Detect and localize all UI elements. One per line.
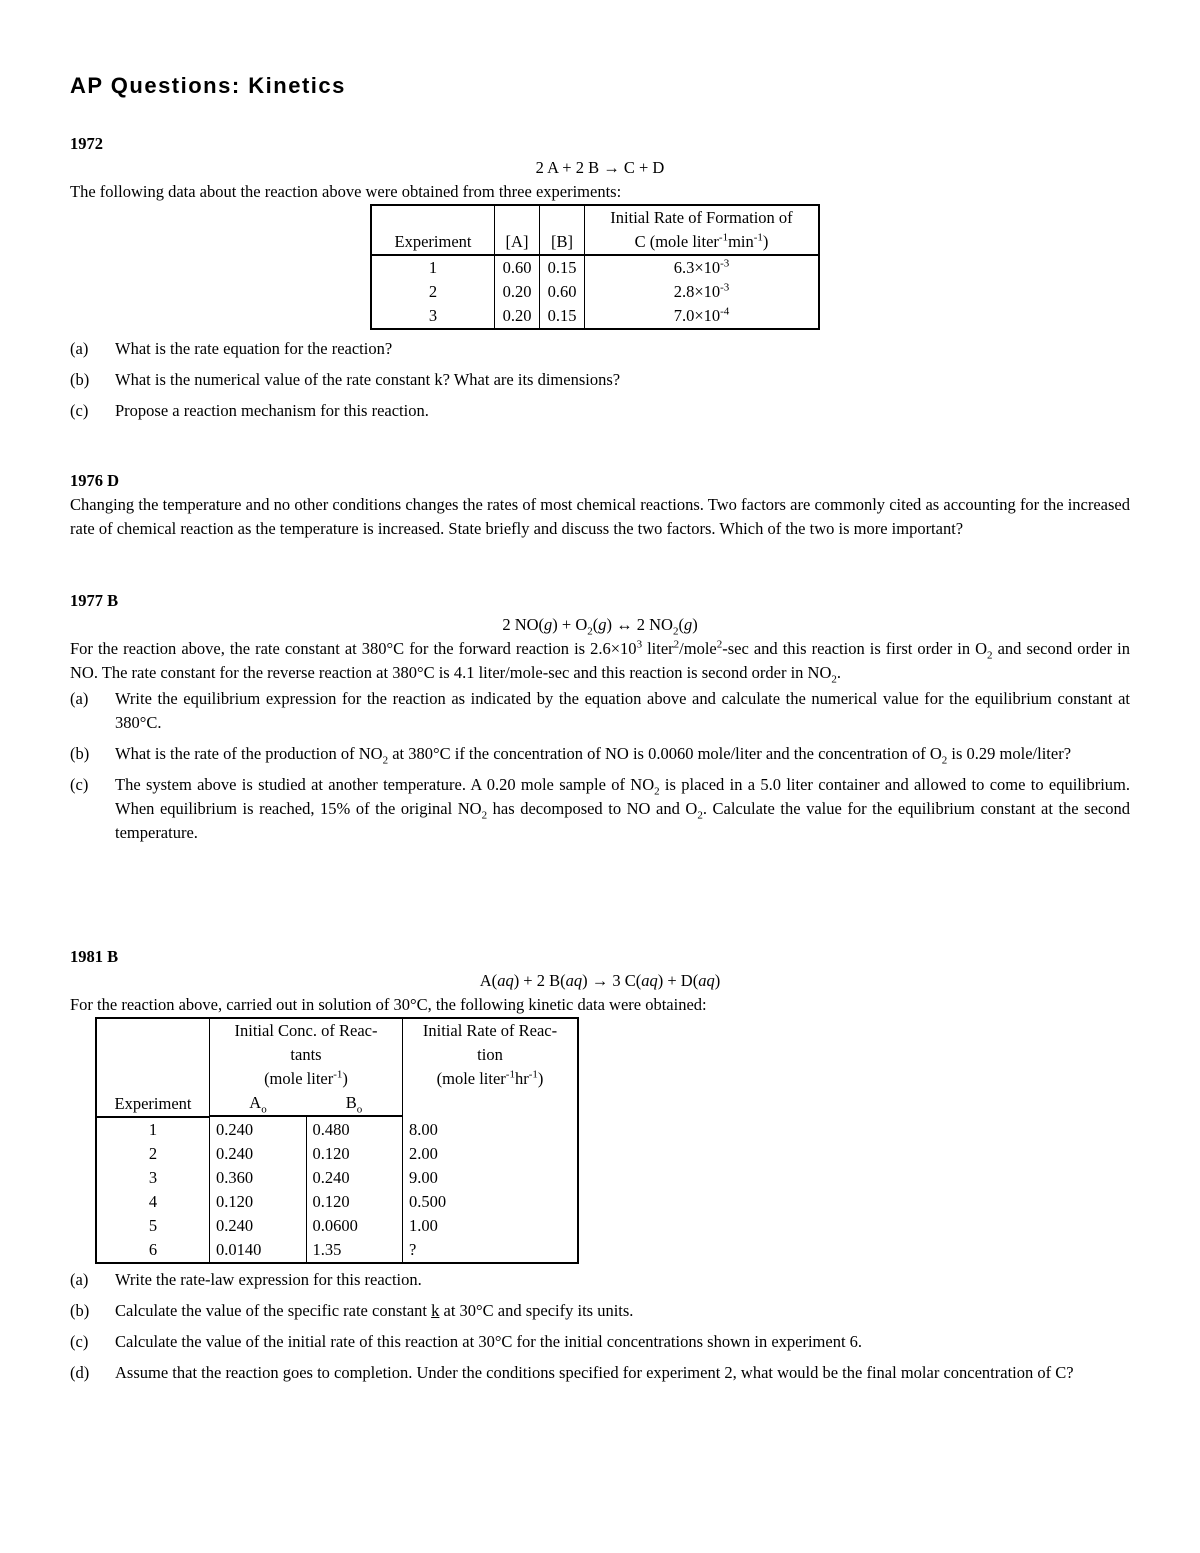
section-intro: For the reaction above, carried out in solution of 30°C, the following kinetic data were obtained: — [70, 995, 707, 1014]
table-header: Initial Rate of Reac- tion (mole $liter^{-1}hr^{-1}$) — [403, 1018, 579, 1116]
section-text: Changing the temperature and no other conditions changes the rates of most chemical reactions. Two factors are commonly cited as accounting for the increased rate of chemical reaction as the temperature is increased. State briefly and discuss the two factors. Which of the two is more important? — [70, 495, 1130, 538]
rate-data-table — [370, 204, 820, 330]
table-header: [B] — [540, 205, 585, 255]
reaction-equation: A(aq) + 2 B(aq) → 3 C(aq) + D(aq) — [479, 971, 721, 990]
question-c: (c) The system above is studied at another temperature. A 0.20 mole sample of $NO_2$ is placed in a 5.0 liter container and allowed to come to equilibrium. When equilibrium is reached, 15% of the original $NO_2$ has decomposed to NO and $O_2$. Calculate the value for the equilibrium constant at the second temperature. — [70, 775, 1130, 842]
section-year: 1976 D — [70, 471, 120, 490]
section-intro: The following data about the reaction above were obtained from three experiments: — [70, 182, 622, 201]
section-intro: For the reaction above, the rate constant at 380°C for the forward reaction is $2.6\times 10^3$ liter$^2$/mole$^2$-sec and this reaction is first order in $O_2$ and second order in NO. The rate constant for the reverse reaction at 380°C is 4.1 liter/mole-sec and this reaction is second order in $NO_2$. — [70, 638, 1130, 686]
reaction-equation: 2 A + 2 B → C + D — [535, 158, 665, 177]
section-year: 1981 B — [70, 947, 119, 966]
question-b: (b) What is the rate of the production of $NO_2$ at 380°C if the concentration of NO is 0.0060 mole/liter and the concentration of $O_2$ is 0.29 mole/liter? — [70, 744, 1072, 767]
table-row: 3 0.360 0.240 9.00 — [96, 1166, 578, 1190]
reaction-equation: 2 $NO(g) + O_2(g)$ ↔ 2 $NO_2(g)$ — [502, 615, 698, 638]
section-1976-d — [70, 469, 1130, 541]
table-row: 2 0.240 0.120 2.00 — [96, 1142, 578, 1166]
question-b: (b) What is the numerical value of the rate constant k? What are its dimensions? — [70, 370, 621, 389]
kinetic-data-table — [95, 1017, 579, 1264]
question-a: (a) Write the rate-law expression for this reaction. — [70, 1270, 422, 1289]
question-a: (a) Write the equilibrium expression for the reaction as indicated by the equation above and calculate the numerical value for the equilibrium constant at 380°C. — [70, 689, 1130, 732]
table-row: 1 0.60 0.15 $6.3\times 10^{-3}$ — [371, 255, 819, 280]
table-row: 1 0.240 0.480 8.00 — [96, 1117, 578, 1142]
question-b: (b) Calculate the value of the specific rate constant k at 30°C and specify its units. — [70, 1301, 634, 1320]
page-title: AP Questions: Kinetics — [70, 73, 346, 98]
section-1981-b — [70, 945, 1130, 1385]
section-1972 — [70, 132, 1130, 423]
table-header: $A_o$ — [210, 1091, 307, 1116]
table-row: 5 0.240 0.0600 1.00 — [96, 1214, 578, 1238]
table-row: 4 0.120 0.120 0.500 — [96, 1190, 578, 1214]
question-a: (a) What is the rate equation for the reaction? — [70, 339, 393, 358]
table-row: 3 0.20 0.15 $7.0\times 10^{-4}$ — [371, 304, 819, 329]
question-c: (c) Propose a reaction mechanism for this reaction. — [70, 401, 429, 420]
table-header: [A] — [495, 205, 540, 255]
table-row: 6 0.0140 1.35 ? — [96, 1238, 578, 1263]
table-row: 2 0.20 0.60 $2.8\times 10^{-3}$ — [371, 280, 819, 304]
question-c: (c) Calculate the value of the initial rate of this reaction at 30°C for the initial concentrations shown in experiment 6. — [70, 1332, 863, 1351]
table-header: Experiment — [371, 205, 495, 255]
section-year: 1977 B — [70, 591, 119, 610]
table-header: Initial Rate of Formation of C (mole $liter^{-1}\min^{-1}$) — [585, 205, 820, 255]
question-d: (d) Assume that the reaction goes to completion. Under the conditions specified for experiment 2, what would be the final molar concentration of C? — [70, 1363, 1074, 1382]
section-1977-b — [70, 589, 1130, 845]
table-header: Experiment — [114, 1094, 192, 1113]
table-header: Initial Conc. of Reac- tants (mole liter$^{-1}$) — [210, 1018, 403, 1091]
table-header: $B_o$ — [306, 1091, 403, 1116]
section-year: 1972 — [70, 134, 103, 153]
